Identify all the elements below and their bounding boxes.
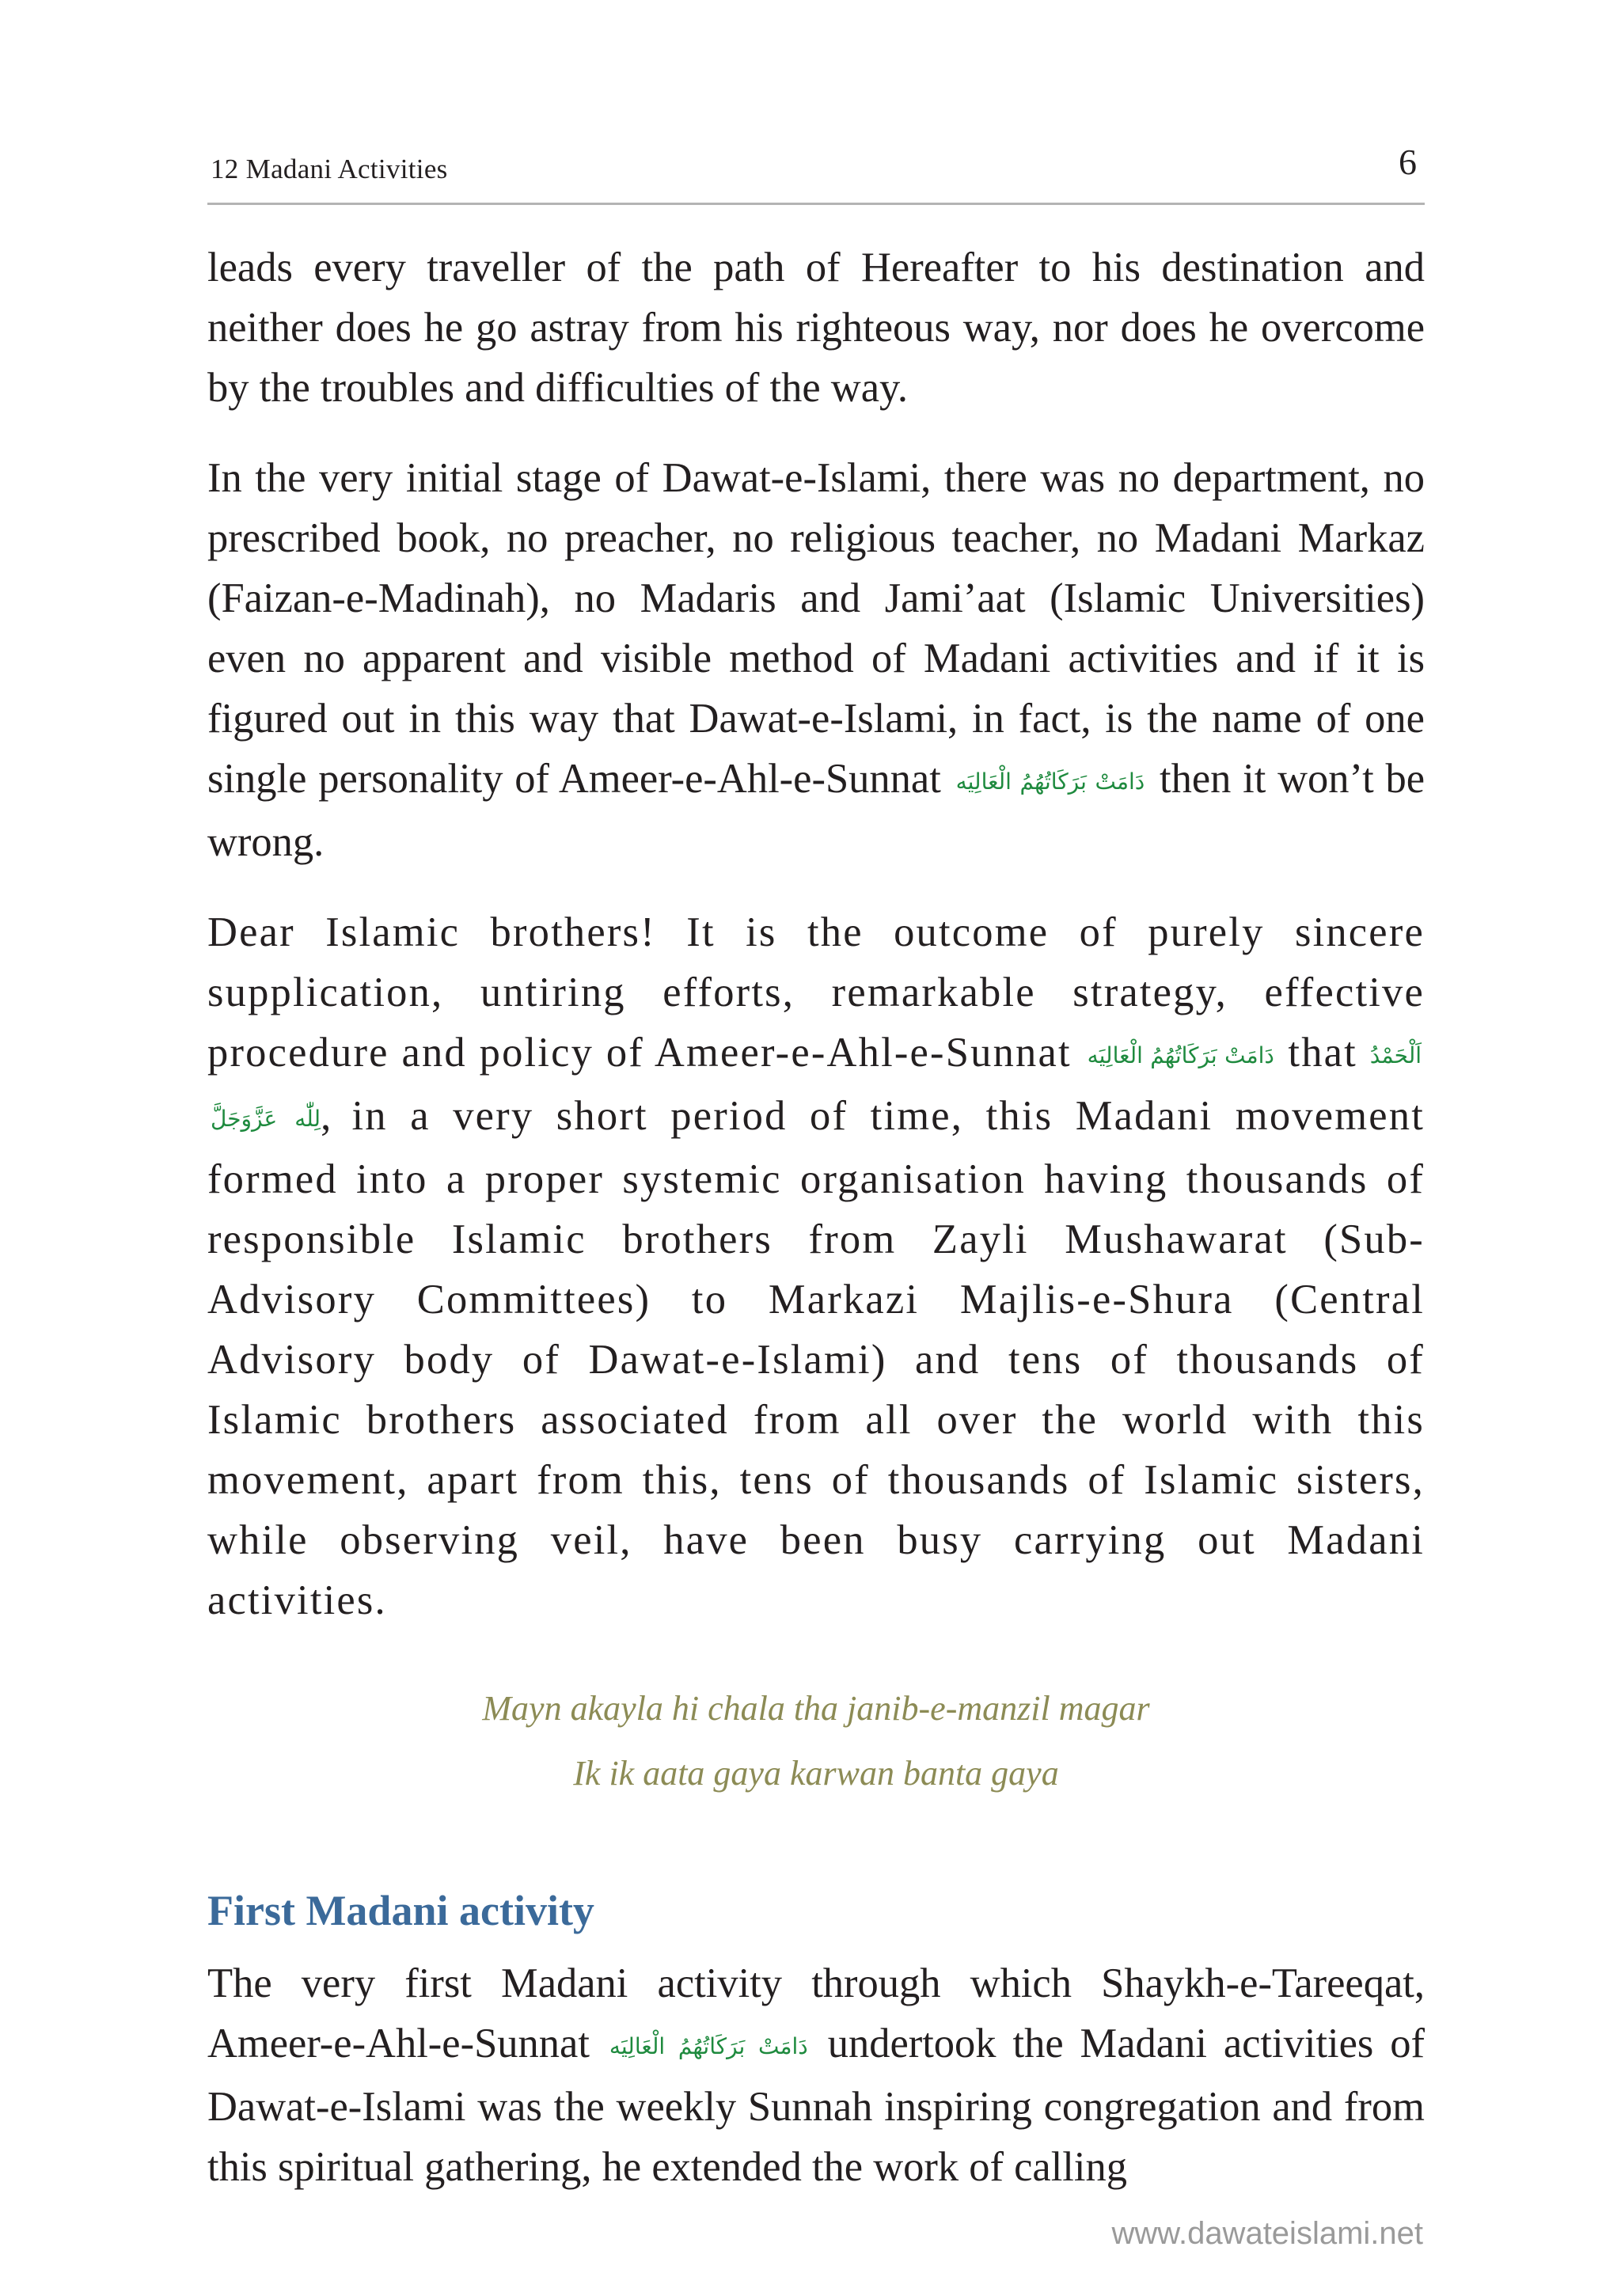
paragraph-3-text-a: Dear Islamic brothers! It is the outcome of purely sincere supplication, untiring efforts, remarkable strategy, effective procedure and policy of Ameer-e-Ahl-e-Sunnat xyxy=(207,909,1425,1076)
footer-website-url: www.dawateislami.net xyxy=(1111,2216,1423,2251)
page-body xyxy=(207,237,1425,2227)
poem-line-2: Ik ik aata gaya karwan banta gaya xyxy=(573,1754,1059,1793)
page-header xyxy=(207,141,1425,205)
running-title: 12 Madani Activities xyxy=(211,154,448,184)
paragraph-4 xyxy=(207,1953,1425,2197)
paragraph-2-text-a: In the very initial stage of Dawat-e-Islami, there was no department, no prescribed book, no preacher, no religious teacher, no Madani Markaz (Faizan-e-Madinah), no Madaris and Jami’aat (Islamic Universities) even no apparent and visible method of Madani activities and if it is figured out in this way that Dawat-e-Islami, in fact, is the name of one single personality of Ameer-e-Ahl-e-Sunnat xyxy=(207,455,1425,802)
poem-couplet xyxy=(207,1676,1425,1806)
section-heading: First Madani activity xyxy=(207,1887,594,1934)
paragraph-4-text-b: undertook the Madani activities of Dawat-e-Islami was the weekly Sunnah inspiring congregation and from this spiritual gathering, he extended the work of calling xyxy=(207,2021,1425,2190)
paragraph-3-text-c: , in a very short period of time, this Madani movement formed into a proper systemic organisation having thousands of responsible Islamic brothers from Zayli Mushawarat (Sub-Advisory Committees) to Markazi Majlis-e-Shura (Central Advisory body of Dawat-e-Islami) and tens of thousands of Islamic brothers associated from all over the world with this movement, apart from this, tens of thousands of Islamic sisters, while observing veil, have been busy carrying out Madani activities. xyxy=(207,1093,1425,1623)
paragraph-1-text: leads every traveller of the path of Hereafter to his destination and neither does he go astray from his righteous way, nor does he overcome by the troubles and difficulties of the way. xyxy=(207,245,1425,411)
paragraph-3 xyxy=(207,902,1425,1630)
poem-line-1: Mayn akayla hi chala tha janib-e-manzil magar xyxy=(482,1689,1150,1728)
paragraph-2-text-b: then it won’t be wrong. xyxy=(207,756,1425,865)
paragraph-2 xyxy=(207,448,1425,872)
arabic-praise: اَلْحَمْدُ لِلّٰه عَزَّوَجَلَّ xyxy=(211,1042,1422,1132)
paragraph-1 xyxy=(207,237,1425,418)
arabic-honorific: دَامَتْ بَرَكَاتُهُمُ الْعَالِيَه xyxy=(955,768,1145,795)
page-number: 6 xyxy=(1399,142,1417,182)
paragraph-3-text-b: that xyxy=(1288,1030,1357,1076)
paragraph-4-text-a: The very first Madani activity through which Shaykh-e-Tareeqat, Ameer-e-Ahl-e-Sunnat xyxy=(207,1960,1425,2066)
arabic-honorific: دَامَتْ بَرَكَاتُهُمُ الْعَالِيَه xyxy=(1087,1042,1274,1068)
arabic-honorific: دَامَتْ بَرَكَاتُهُمُ الْعَالِيَه xyxy=(609,2033,808,2059)
